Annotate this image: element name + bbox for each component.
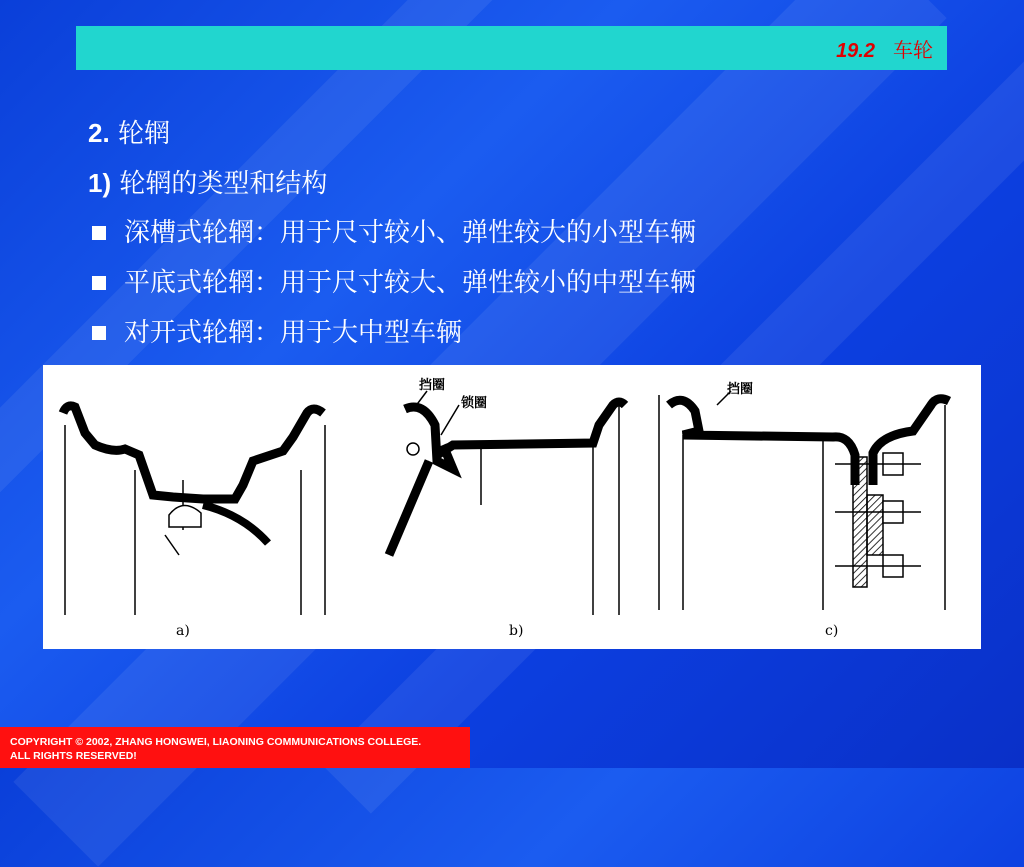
bullet-icon xyxy=(92,326,106,340)
copyright-line: COPYRIGHT © 2002, ZHANG HONGWEI, LIAONING COMMUNICATIONS COLLEGE. xyxy=(10,736,422,748)
rights-line: ALL RIGHTS RESERVED! xyxy=(10,750,137,762)
bullet-icon xyxy=(92,226,106,240)
diagram-c-split-rim xyxy=(659,391,949,610)
label-b-lock-ring: 锁圈 xyxy=(461,396,488,411)
copyright-footer xyxy=(0,727,470,768)
diagram-b-flat-base-rim xyxy=(389,391,625,615)
bullet-item: 对开式轮辋：用于大中型车辆 xyxy=(88,308,696,358)
bullet-item: 平底式轮辋：用于尺寸较大、弹性较小的中型车辆 xyxy=(88,258,696,308)
caption-a: a) xyxy=(176,623,190,639)
section-number: 19.2 xyxy=(836,40,875,62)
label-b-retainer: 挡圈 xyxy=(419,378,446,393)
header-bar xyxy=(76,26,947,70)
subheading-types: 1) 轮辋的类型和结构 xyxy=(88,168,328,199)
section-title xyxy=(836,34,933,63)
diagram-a-drop-center-rim xyxy=(63,406,325,615)
section-name: 车轮 xyxy=(893,38,933,62)
label-c-retainer: 挡圈 xyxy=(727,382,754,397)
caption-b: b) xyxy=(509,623,524,639)
caption-c: c) xyxy=(825,623,839,639)
bullet-icon xyxy=(92,276,106,290)
slide-content xyxy=(88,108,696,358)
heading-rim: 2. 轮辋 xyxy=(88,118,170,149)
rim-diagram xyxy=(43,365,981,649)
bullet-item: 深槽式轮辋：用于尺寸较小、弹性较大的小型车辆 xyxy=(88,208,696,258)
